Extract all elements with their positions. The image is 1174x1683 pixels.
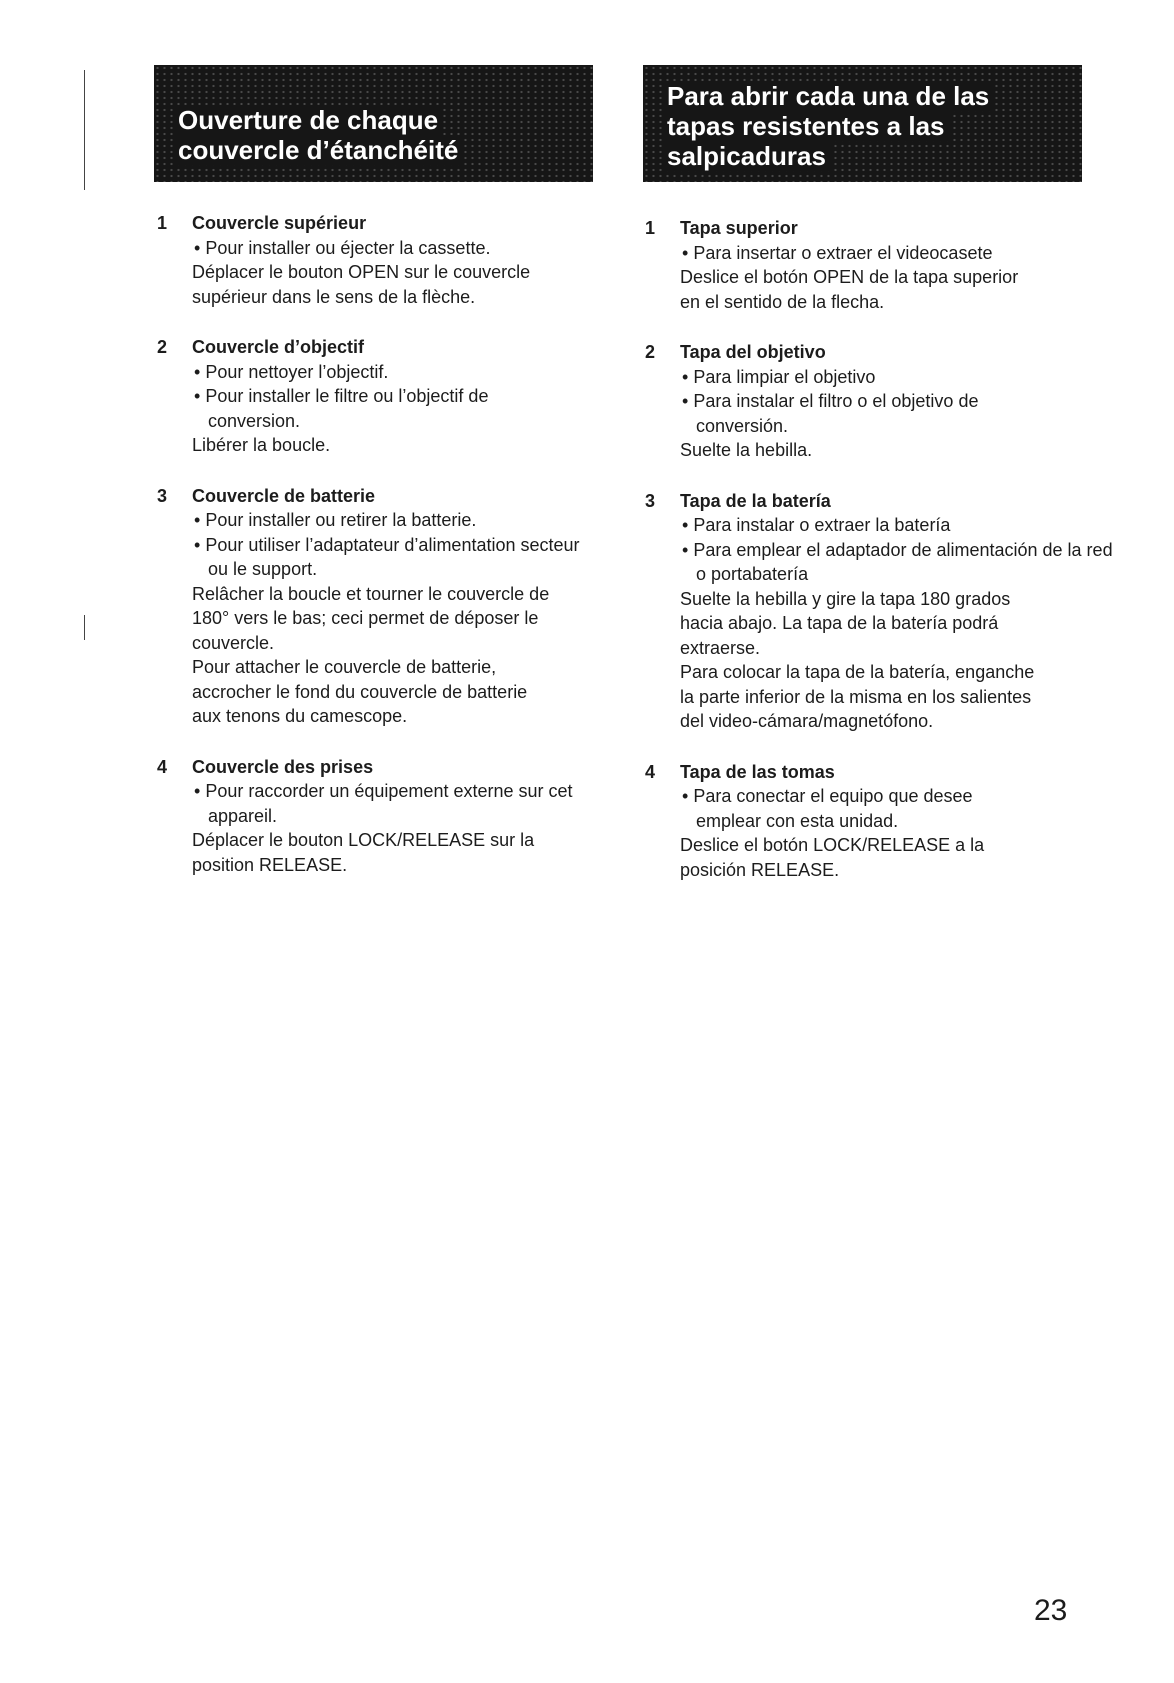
body-line: supérieur dans le sens de la flèche. [192, 286, 476, 307]
spanish-section-2 [642, 340, 1102, 463]
bullet-item: • Pour installer le filtre ou l’objectif de conversion. [192, 384, 538, 433]
body-line: position RELEASE. [192, 854, 348, 875]
heading-line: couvercle d’étanchéité [174, 135, 462, 165]
spanish-column [642, 216, 1113, 908]
bullet-item: • Para emplear el adaptador de alimentación de la red o portabatería [680, 538, 1116, 587]
section-number: 3 [157, 485, 168, 506]
section-number: 4 [157, 756, 168, 777]
bullet-item: • Pour utiliser l’adaptateur d’alimentation secteur ou le support. [192, 533, 588, 582]
body-line: Pour attacher le couvercle de batterie, [192, 657, 497, 677]
french-section-3 [154, 484, 614, 729]
body-line: couvercle. [192, 632, 275, 653]
section-number: 2 [645, 342, 656, 362]
french-section-2 [154, 335, 614, 458]
body-line: accrocher le fond du couvercle de batterie [192, 681, 528, 702]
body-line: Para colocar la tapa de la batería, enganche [680, 662, 1035, 682]
spanish-heading-banner [643, 65, 1082, 182]
body-line: Déplacer le bouton OPEN sur le couvercle [192, 262, 531, 282]
bullet-item: • Para conectar el equipo que desee emplear con esta unidad. [680, 784, 1026, 833]
spanish-section-4 [642, 760, 1102, 883]
heading-line: salpicaduras [663, 141, 830, 171]
bullet-item: • Para limpiar el objetivo [680, 365, 1102, 390]
section-title: Tapa del objetivo [680, 342, 826, 362]
body-line: del video-cámara/magnetófono. [680, 711, 934, 731]
body-line: Libérer la boucle. [192, 435, 331, 455]
body-line: la parte inferior de la misma en los salientes [680, 686, 1032, 707]
section-title: Couvercle supérieur [192, 213, 367, 233]
body-line: extraerse. [680, 637, 761, 658]
section-number: 4 [645, 761, 656, 782]
spanish-section-1 [642, 216, 1102, 314]
body-line: Relâcher la boucle et tourner le couvercle de [192, 583, 550, 604]
section-title: Couvercle d’objectif [192, 337, 365, 357]
bullet-item: • Para insertar o extraer el videocasete [680, 241, 1102, 266]
page-number: 23 [1034, 1594, 1068, 1627]
heading-line: tapas resistentes a las [663, 111, 949, 141]
body-line: Deslice el botón LOCK/RELEASE a la [680, 835, 985, 855]
bullet-item: • Pour installer ou retirer la batterie. [192, 508, 614, 533]
body-line: posición RELEASE. [680, 859, 840, 880]
body-line: Deslice el botón OPEN de la tapa superior [680, 267, 1019, 287]
french-column [154, 211, 614, 903]
body-line: hacia abajo. La tapa de la batería podrá [680, 613, 999, 633]
french-section-4 [154, 755, 614, 878]
body-line: aux tenons du camescope. [192, 706, 408, 726]
section-number: 1 [157, 213, 168, 233]
scan-edge-mark [84, 615, 85, 640]
bullet-item: • Pour installer ou éjecter la cassette. [192, 236, 614, 261]
body-line: Déplacer le bouton LOCK/RELEASE sur la [192, 830, 535, 850]
bullet-item: • Pour nettoyer l’objectif. [192, 360, 614, 385]
section-number: 3 [645, 490, 656, 511]
section-title: Tapa superior [680, 218, 798, 238]
heading-line: Para abrir cada una de las [663, 81, 993, 111]
body-line: Suelte la hebilla. [680, 440, 813, 460]
heading-line: Ouverture de chaque [174, 105, 442, 135]
bullet-item: • Para instalar o extraer la batería [680, 513, 1102, 538]
spanish-section-3 [642, 489, 1113, 734]
scan-edge-mark [84, 70, 85, 190]
section-number: 1 [645, 218, 656, 238]
bullet-item: • Pour raccorder un équipement externe sur cet appareil. [192, 779, 608, 828]
french-section-1 [154, 211, 614, 309]
french-heading-banner [154, 65, 593, 182]
body-line: en el sentido de la flecha. [680, 291, 885, 312]
section-title: Couvercle de batterie [192, 485, 376, 506]
body-line: Suelte la hebilla y gire la tapa 180 grados [680, 588, 1011, 609]
section-number: 2 [157, 337, 168, 357]
section-title: Tapa de la batería [680, 490, 831, 511]
section-title: Couvercle des prises [192, 756, 374, 777]
bullet-item: • Para instalar el filtro o el objetivo de conversión. [680, 389, 1056, 438]
body-line: 180° vers le bas; ceci permet de déposer le [192, 608, 539, 628]
section-title: Tapa de las tomas [680, 761, 835, 782]
